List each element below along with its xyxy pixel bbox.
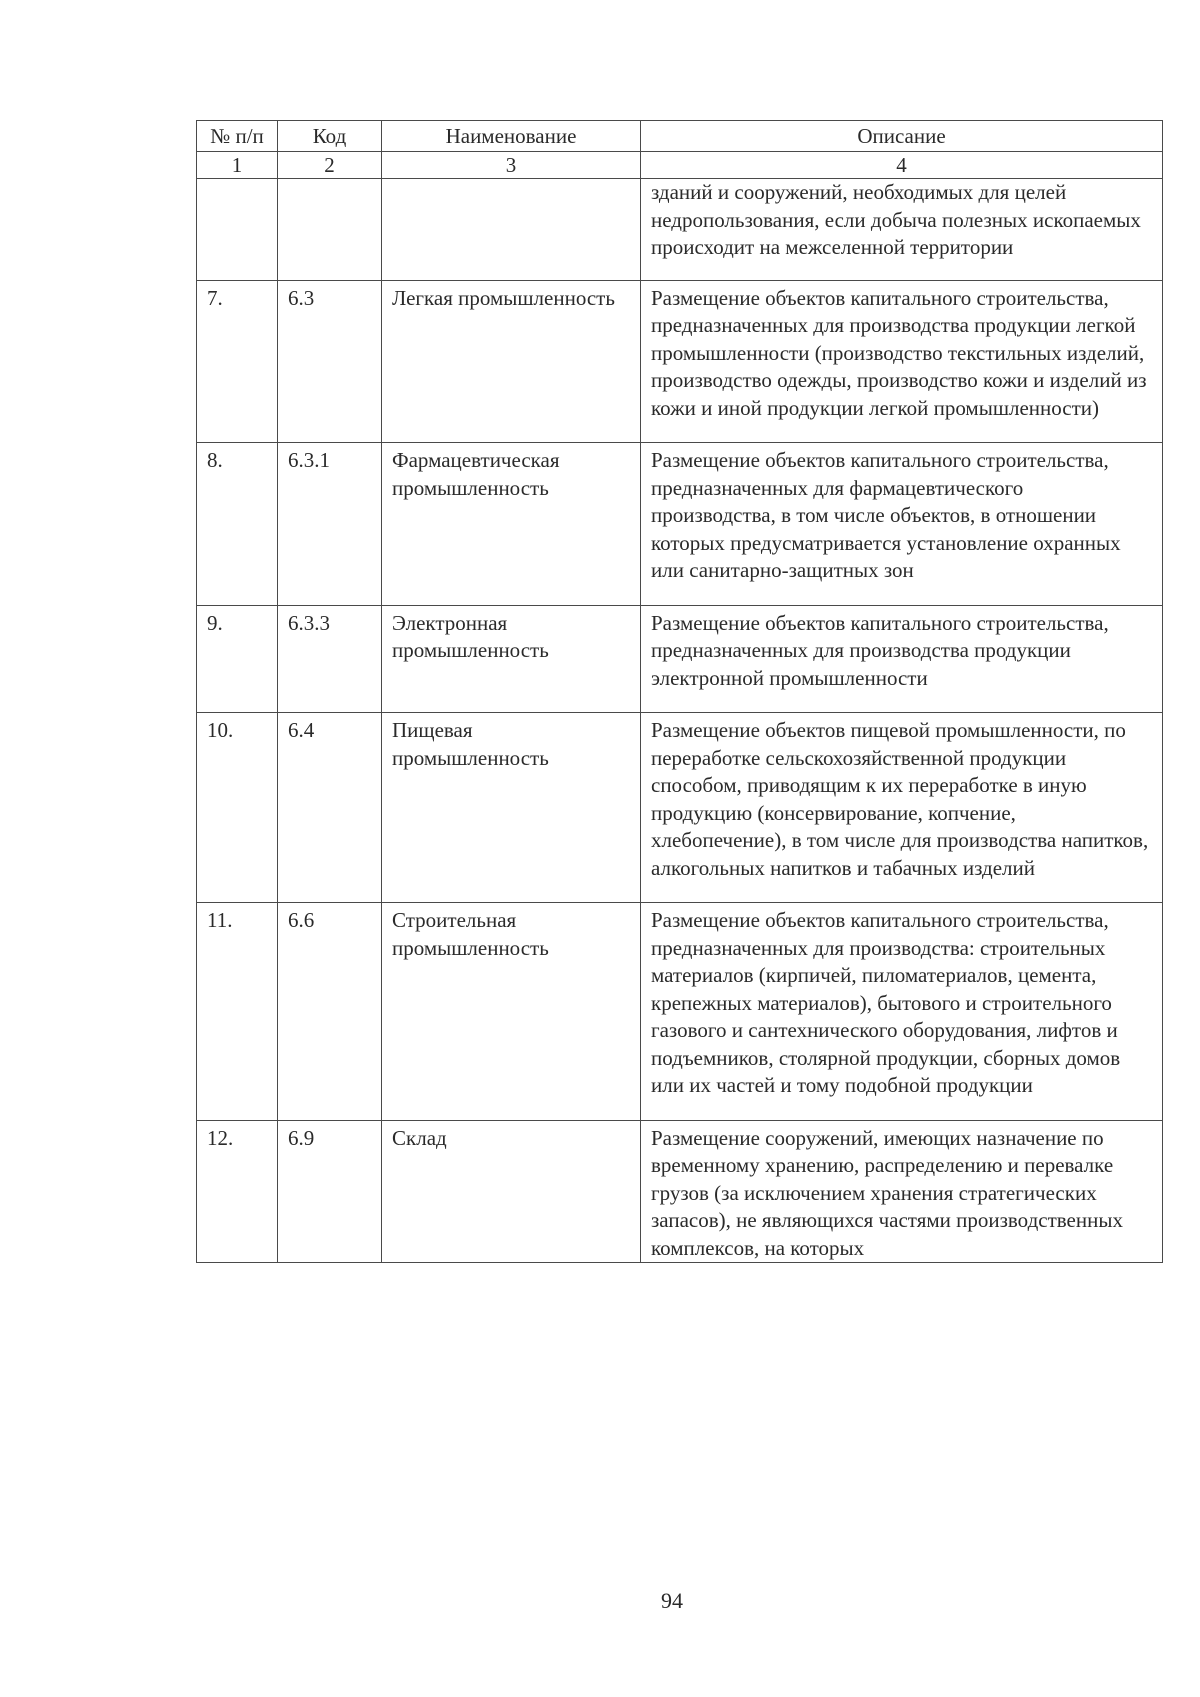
table-row <box>197 443 1163 606</box>
column-number: 4 <box>641 152 1163 179</box>
cell-number: 10. <box>197 713 278 903</box>
column-number: 2 <box>278 152 382 179</box>
continuation-row <box>197 179 1163 281</box>
cell-description: Размещение объектов капитального строительства, предназначенных для производства: строительных материалов (кирпичей, пиломатериалов, цемента, крепежных материалов), бытового и строительного газового и сантехнического оборудования, лифтов и подъемников, столярной продукции, сборных домов или их частей и тому подобной продукции <box>641 903 1163 1121</box>
table-row <box>197 605 1163 713</box>
cell-code: 6.3 <box>278 280 382 443</box>
cell-number: 9. <box>197 605 278 713</box>
header-name: Наименование <box>382 121 641 152</box>
cell-empty <box>197 179 278 281</box>
column-number-row <box>197 152 1163 179</box>
header-code: Код <box>278 121 382 152</box>
cell-code: 6.3.3 <box>278 605 382 713</box>
cell-description: Размещение объектов пищевой промышленности, по переработке сельскохозяйственной продукции способом, приводящим к их переработке в иную продукцию (консервирование, копчение, хлебопечение), в том числе для производства напитков, алкогольных напитков и табачных изделий <box>641 713 1163 903</box>
cell-number: 12. <box>197 1120 278 1263</box>
cell-code: 6.4 <box>278 713 382 903</box>
cell-code: 6.9 <box>278 1120 382 1263</box>
header-number: № п/п <box>197 121 278 152</box>
header-description: Описание <box>641 121 1163 152</box>
cell-empty <box>278 179 382 281</box>
cell-name: Легкая промышленность <box>382 280 641 443</box>
cell-description: Размещение объектов капитального строительства, предназначенных для производства продукции электронной промышленности <box>641 605 1163 713</box>
cell-number: 8. <box>197 443 278 606</box>
cell-code: 6.6 <box>278 903 382 1121</box>
column-number: 1 <box>197 152 278 179</box>
page-number: 94 <box>661 1588 683 1613</box>
cell-empty <box>382 179 641 281</box>
table-row <box>197 903 1163 1121</box>
cell-name: Фармацевтическая промышленность <box>382 443 641 606</box>
header-row <box>197 121 1163 152</box>
cell-number: 7. <box>197 280 278 443</box>
cell-name: Пищевая промышленность <box>382 713 641 903</box>
cell-name: Строительная промышленность <box>382 903 641 1121</box>
cell-description: Размещение объектов капитального строительства, предназначенных для производства продукции легкой промышленности (производство текстильных изделий, производство одежды, производство кожи и изделий из кожи и иной продукции легкой промышленности) <box>641 280 1163 443</box>
table-row <box>197 1120 1163 1263</box>
cell-code: 6.3.1 <box>278 443 382 606</box>
cell-description: зданий и сооружений, необходимых для целей недропользования, если добыча полезных ископаемых происходит на межселенной территории <box>641 179 1163 281</box>
cell-name: Электронная промышленность <box>382 605 641 713</box>
column-number: 3 <box>382 152 641 179</box>
land-use-table <box>196 120 1163 1263</box>
table-row <box>197 280 1163 443</box>
cell-number: 11. <box>197 903 278 1121</box>
cell-name: Склад <box>382 1120 641 1263</box>
table-row <box>197 713 1163 903</box>
cell-description: Размещение сооружений, имеющих назначение по временному хранению, распределению и перевалке грузов (за исключением хранения стратегических запасов), не являющихся частями производственных комплексов, на которых <box>641 1120 1163 1263</box>
cell-description: Размещение объектов капитального строительства, предназначенных для фармацевтического производства, в том числе объектов, в отношении которых предусматривается установление охранных или санитарно-защитных зон <box>641 443 1163 606</box>
